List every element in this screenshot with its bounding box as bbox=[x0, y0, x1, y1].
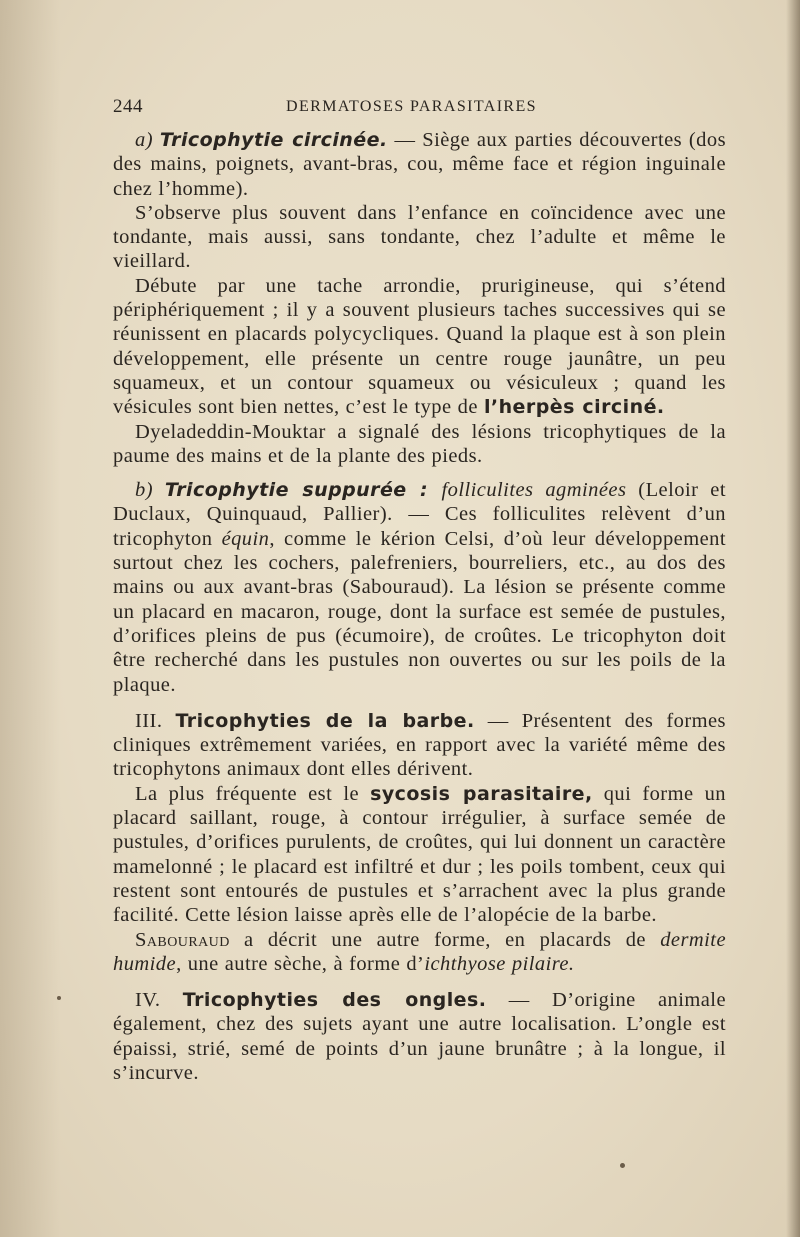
page-shadow-left bbox=[0, 0, 60, 1237]
section-4-text: — D’origine animale également, chez des sujets ayant une autre localisation. L’ongle est épaissi, strié, semé de points d’un jaune brunâtre ; à la longue, il s’incurve. bbox=[113, 989, 726, 1084]
section-4-label: IV. bbox=[135, 989, 161, 1012]
section-b-text-1: (Leloir et Duclaux, Quinquaud, Pallier). — Ces folliculites relèvent d’un tricophyton bbox=[113, 479, 726, 550]
section-b-label: b) bbox=[135, 479, 153, 502]
section-3-paragraph-3-text-2: , une autre sèche, à forme d’ bbox=[176, 952, 425, 975]
section-a-label: a) bbox=[135, 129, 153, 151]
author-sabouraud: Sabouraud bbox=[135, 928, 230, 951]
paper-speck bbox=[57, 996, 61, 1000]
section-3-paragraph-3 bbox=[113, 928, 726, 977]
ichthyose-pilaire-term: ichthyose pilaire. bbox=[424, 952, 575, 975]
running-head: DERMATOSES PARASITAIRES bbox=[286, 98, 537, 115]
section-4-title: Tricophyties des ongles. bbox=[182, 989, 487, 1012]
section-a-paragraph-3-text: Débute par une tache arrondie, prurigineuse, qui s’étend périphériquement ; il y a souvent plusieurs taches successives qui se réunissent en placards polycycliques. Quand la plaque est à son plein développement, elle présente un centre rouge jaunâtre, un peu squameux, et un contour squameux ou vésiculeux ; quand les vésicules sont bien nettes, c’est le type de bbox=[113, 274, 726, 419]
section-b-text-2: , comme le kérion Celsi, d’où leur développement surtout chez les cochers, palefreniers, bourreliers, etc., au dos des mains ou aux avant-bras (Sabouraud). La lésion se présente comme un placard en macaron, rouge, dont la surface est semée de pustules, d’orifices pleins de pus (écumoire), de croûtes. Le tricophyton doit être recherché dans les pustules non ouvertes ou sur les poils de la plaque. bbox=[113, 527, 726, 696]
page-header bbox=[113, 96, 725, 120]
section-a-paragraph-3 bbox=[113, 274, 726, 420]
section-b-subtitle: folliculites agminées bbox=[441, 479, 627, 502]
section-4-paragraph bbox=[113, 988, 726, 1085]
section-3-title: Tricophyties de la barbe. bbox=[175, 709, 475, 732]
sycosis-term: sycosis parasitaire, bbox=[370, 782, 593, 805]
section-a-text: — Siège aux parties découvertes (dos des mains, poignets, avant-bras, cou, même face et région inguinale chez l’homme). bbox=[113, 129, 727, 200]
section-3-paragraph-2-end: qui forme un placard saillant, rouge, à contour irrégulier, à surface semée de pustules, d’orifices purulents, de croûtes, qui lui donnent un caractère mamelonné ; le placard est infiltré et dur ; les poils tombent, ceux qui restent sont entourés de pustules et s’arrachent avec la plus grande facilité. Cette lésion laisse après elle de l’alopécie de la barbe. bbox=[113, 782, 726, 927]
section-a-paragraph-2: S’observe plus souvent dans l’enfance en coïncidence avec une tondante, mais aussi, sans tondante, chez l’adulte et même le vieillard. bbox=[113, 201, 726, 273]
section-a-title: Tricophytie circinée. bbox=[159, 129, 388, 151]
section-3-paragraph-3-text-1: a décrit une autre forme, en placards de bbox=[229, 928, 661, 951]
paper-speck bbox=[620, 1163, 625, 1168]
section-a-paragraph-4: Dyeladeddin-Mouktar a signalé des lésions tricophytiques de la paume des mains et de la plante des pieds. bbox=[113, 420, 726, 467]
page-shadow-right bbox=[786, 0, 800, 1237]
equin-term: équin bbox=[221, 527, 270, 550]
section-3-label: III. bbox=[135, 709, 163, 732]
section-3-paragraph-2-start: La plus fréquente est le bbox=[135, 782, 371, 805]
section-b-paragraph bbox=[113, 478, 726, 697]
section-a-paragraph bbox=[113, 128, 726, 201]
dermite-humide-term: dermite humide bbox=[113, 928, 726, 975]
page-number: 244 bbox=[113, 96, 143, 117]
section-3-paragraph bbox=[113, 709, 726, 782]
section-3-paragraph-2 bbox=[113, 782, 726, 928]
section-3-text: — Présentent des formes cliniques extrêmement variées, en rapport avec la variété même des tricophytons animaux dont elles dérivent. bbox=[113, 709, 726, 781]
herpes-circine-term: l’herpès circiné. bbox=[483, 396, 665, 419]
body-text bbox=[113, 128, 726, 1085]
section-b-title: Tricophytie suppurée : bbox=[164, 479, 442, 502]
